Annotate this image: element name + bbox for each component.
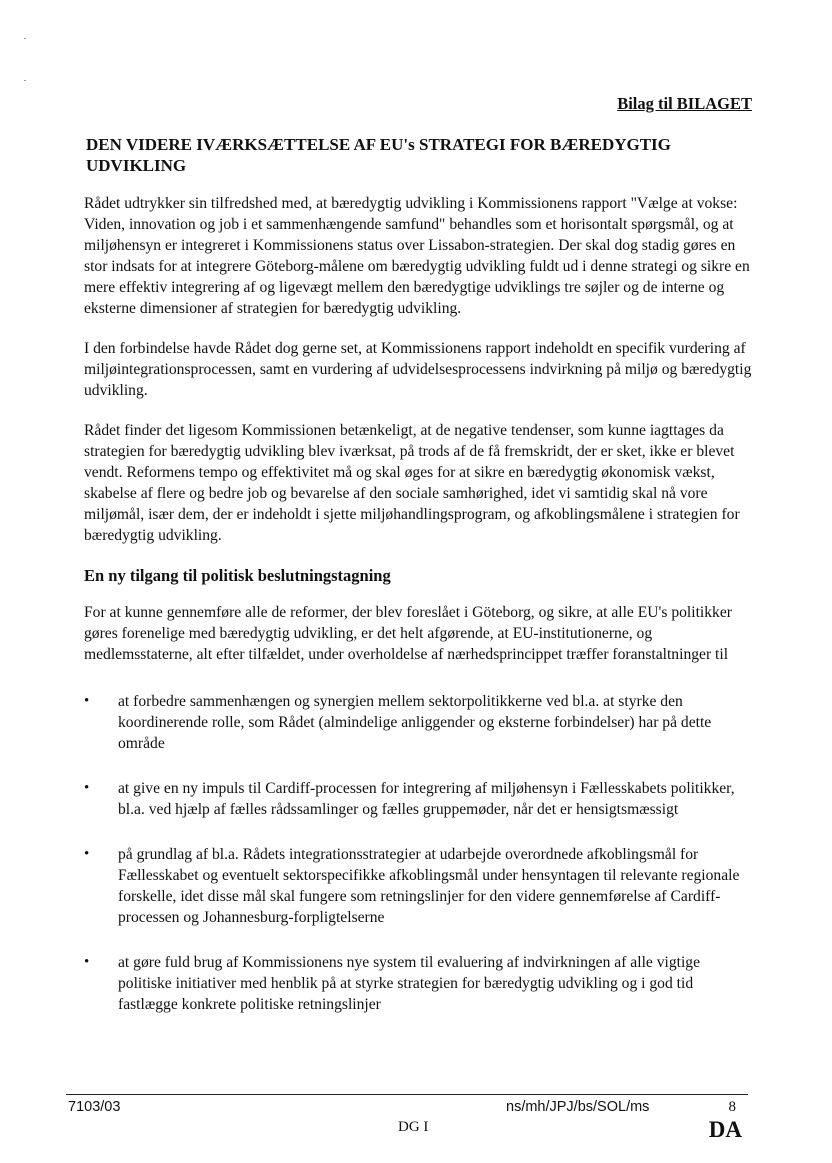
list-item <box>84 778 754 820</box>
list-item-text: at give en ny impuls til Cardiff-processen for integrering af miljøhensyn i Fællesskabets politikker, bl.a. ved hjælp af fælles rådssamlinger og fælles gruppemøder, når det er hensigtsmæssigt <box>118 780 735 818</box>
annex-reference: Bilag til BILAGET <box>617 94 752 113</box>
page-footer <box>68 1099 748 1149</box>
list-item-text: at gøre fuld brug af Kommissionens nye system til evaluering af indvirkningen af alle vigtige politiske initiativer med henblik på at styrke strategien for bæredygtig udvikling og i god tid fastlægge konkrete politiske retningslinjer <box>118 954 701 1013</box>
document-body <box>84 193 754 1039</box>
scan-speck <box>24 80 26 81</box>
bullet-icon: • <box>84 846 90 862</box>
section-intro: For at kunne gennemføre alle de reformer, der blev foreslået i Göteborg, og sikre, at alle EU's politikker gøres forenelige med bæredygtig udvikling, er det helt afgørende, at EU-institutionerne, og medlemsstaterne, alt efter tilfældet, under overholdelse af nærhedsprincippet træffer foranstaltninger til <box>84 604 732 663</box>
bullet-icon: • <box>84 693 90 709</box>
bullet-icon: • <box>84 954 90 970</box>
paragraph: Rådet udtrykker sin tilfredshed med, at bæredygtig udvikling i Kommissionens rapport "Vælge at vokse: Viden, innovation og job i et sammenhængende samfund" behandles som et horisontalt spørgsmål, og at miljøhensyn er integreret i Kommissionens status over Lissabon-strategien. Der skal dog stadig gøres en stor indsats for at integrere Göteborg-målene om bæredygtig udvikling fuldt ud i denne strategi og sikre en mere effektiv integrering af og ligevægt mellem den bæredygtige udviklings tre søjler og de interne og eksterne dimensioner af strategien for bæredygtig udvikling. <box>84 195 750 317</box>
list-item <box>84 844 754 928</box>
document-title: DEN VIDERE IVÆRKSÆTTELSE AF EU's STRATEGI FOR BÆREDYGTIG UDVIKLING <box>86 135 671 175</box>
language-code: DA <box>708 1117 742 1142</box>
author-initials: ns/mh/JPJ/bs/SOL/ms <box>506 1099 650 1115</box>
directorate-code: DG I <box>398 1119 429 1135</box>
paragraph: I den forbindelse havde Rådet dog gerne set, at Kommissionens rapport indeholdt en specifik vurdering af miljøintegrationsprocessen, samt en vurdering af udvidelsesprocessens indvirkning på miljø og bæredygtig udvikling. <box>84 340 752 399</box>
footer-divider <box>66 1094 748 1095</box>
list-item <box>84 952 754 1015</box>
list-item-text: at forbedre sammenhængen og synergien mellem sektorpolitikkerne ved bl.a. at styrke den koordinerende rolle, som Rådet (almindelige anliggender og eksterne forbindelser) har på dette område <box>118 693 712 752</box>
scan-speck <box>24 38 26 39</box>
page-number: 8 <box>728 1099 736 1115</box>
bullet-list <box>84 691 754 1015</box>
list-item <box>84 691 754 754</box>
list-item-text: på grundlag af bl.a. Rådets integrationsstrategier at udarbejde overordnede afkoblingsmål for Fællesskabet og eventuelt sektorspecifikke afkoblingsmål under hensyntagen til relevante regionale forskelle, idet disse mål skal fungere som retningslinjer for den videre gennemførelse af Cardiff-processen og Johannesburg-forpligtelserne <box>118 846 740 926</box>
bullet-icon: • <box>84 780 90 796</box>
paragraph: Rådet finder det ligesom Kommissionen betænkeligt, at de negative tendenser, som kunne iagttages da strategien for bæredygtig udvikling blev iværksat, på trods af de få fremskridt, der er sket, ikke er blevet vendt. Reformens tempo og effektivitet må og skal øges for at sikre en bæredygtig økonomisk vækst, skabelse af flere og bedre job og bevarelse af den sociale samhørighed, idet vi samtidig skal nå vore miljømål, især dem, der er indeholdt i sjette miljøhandlingsprogram, og afkoblingsmålene i strategien for bæredygtig udvikling. <box>84 422 740 544</box>
section-heading: En ny tilgang til politisk beslutningstagning <box>84 566 391 585</box>
document-number: 7103/03 <box>68 1099 121 1115</box>
